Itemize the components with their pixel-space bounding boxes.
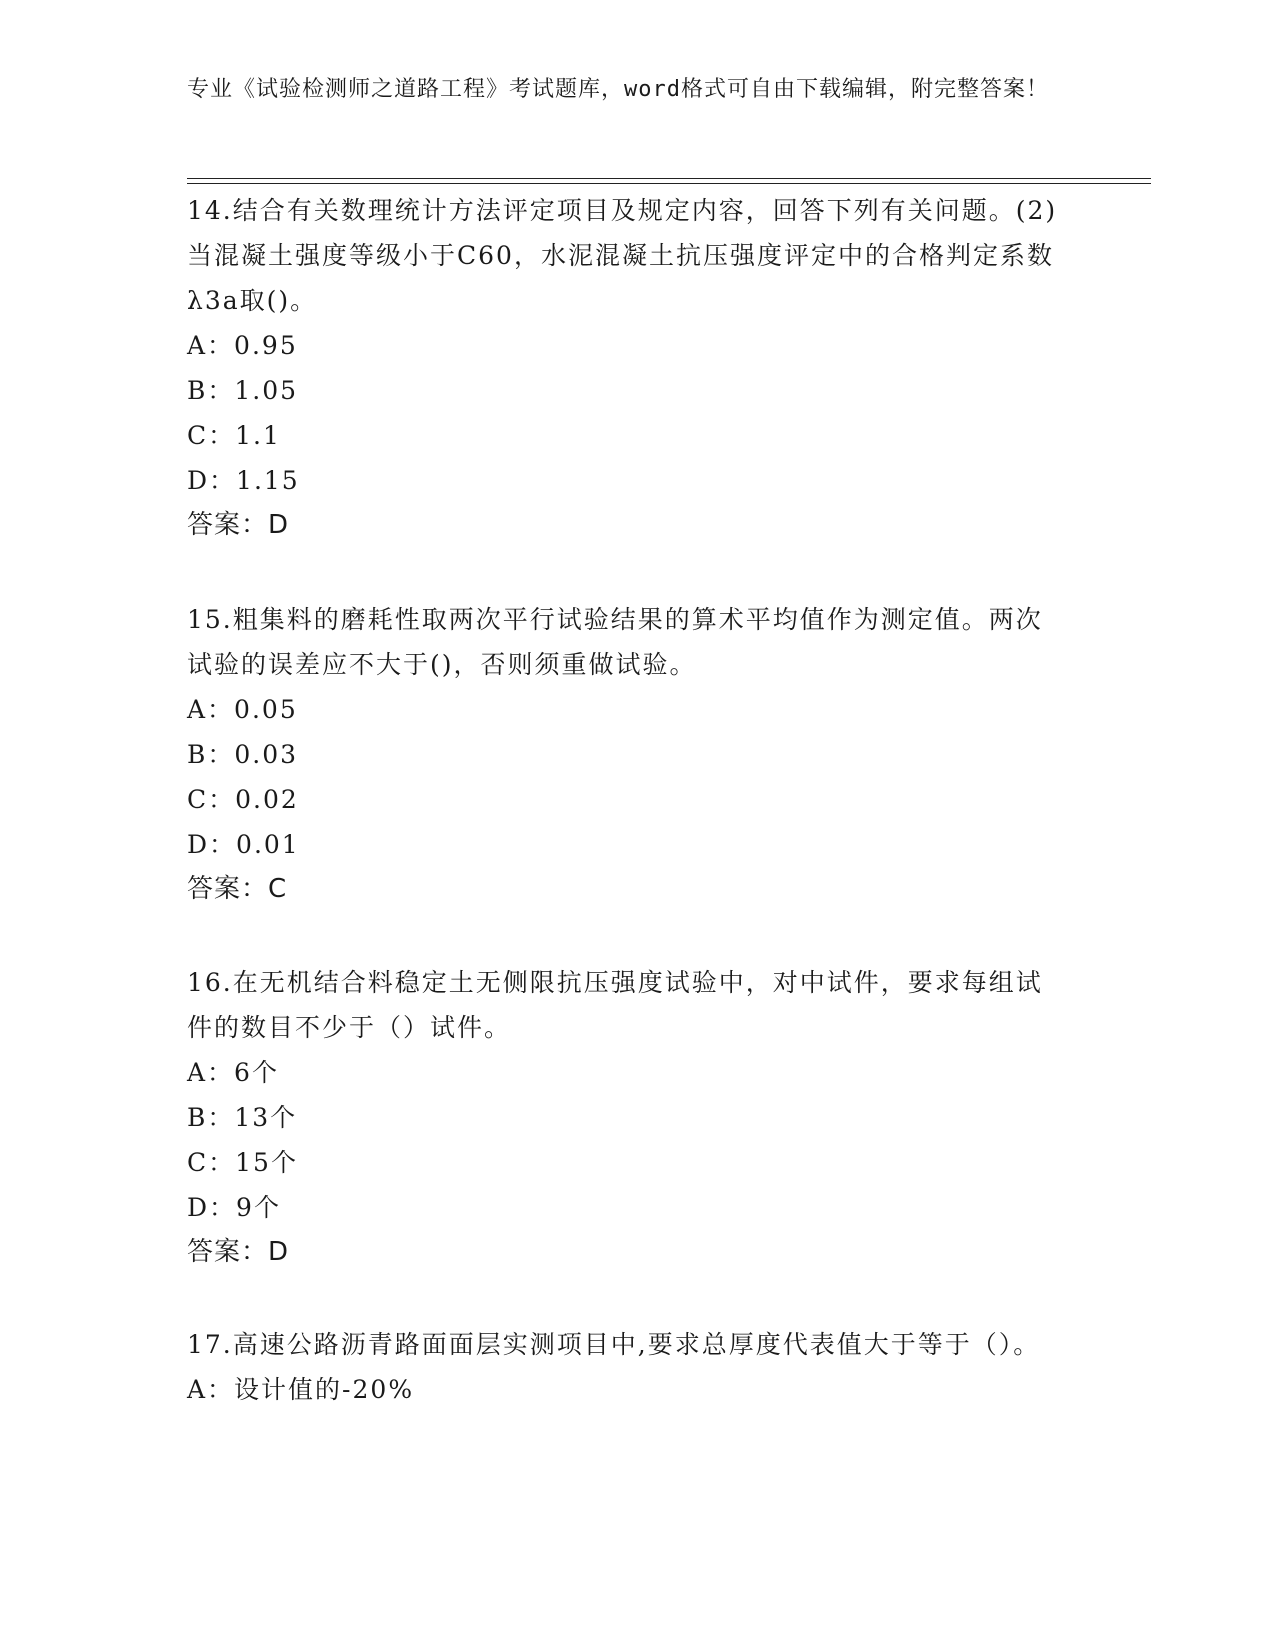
question-15 — [187, 597, 1067, 912]
option-a: A：设计值的-20% — [187, 1375, 415, 1404]
question-stem: 14.结合有关数理统计方法评定项目及规定内容，回答下列有关问题。(2)当混凝土强度等级小于C60，水泥混凝土抗压强度评定中的合格判定系数λ3a取()。 — [187, 196, 1058, 315]
option-c: C：15个 — [187, 1148, 298, 1177]
option-c: C：0.02 — [187, 785, 299, 814]
document-header: 专业《试验检测师之道路工程》考试题库，word格式可自由下载编辑，附完整答案！ — [187, 77, 1049, 102]
question-17 — [187, 1322, 1067, 1412]
question-14 — [187, 188, 1067, 548]
option-b: B：13个 — [187, 1103, 298, 1132]
option-d: D：0.01 — [187, 830, 300, 859]
option-d: D：9个 — [187, 1193, 281, 1222]
answer-line: 答案：C — [187, 874, 288, 904]
question-16 — [187, 960, 1067, 1275]
option-a: A：6个 — [187, 1058, 279, 1087]
question-stem: 16.在无机结合料稳定土无侧限抗压强度试验中，对中试件，要求每组试件的数目不少于（）试件。 — [187, 968, 1043, 1042]
header-divider-bottom — [187, 183, 1151, 184]
question-stem: 15.粗集料的磨耗性取两次平行试验结果的算术平均值作为测定值。两次试验的误差应不大于()，否则须重做试验。 — [187, 605, 1043, 679]
answer-line: 答案：D — [187, 1237, 290, 1267]
answer-line: 答案：D — [187, 510, 290, 540]
header-divider-top — [187, 178, 1151, 179]
option-b: B：1.05 — [187, 376, 299, 405]
option-b: B：0.03 — [187, 740, 299, 769]
option-a: A：0.95 — [187, 331, 298, 360]
option-a: A：0.05 — [187, 695, 298, 724]
question-stem: 17.高速公路沥青路面面层实测项目中,要求总厚度代表值大于等于（）。 — [187, 1330, 1041, 1359]
option-d: D：1.15 — [187, 466, 300, 495]
option-c: C：1.1 — [187, 421, 281, 450]
